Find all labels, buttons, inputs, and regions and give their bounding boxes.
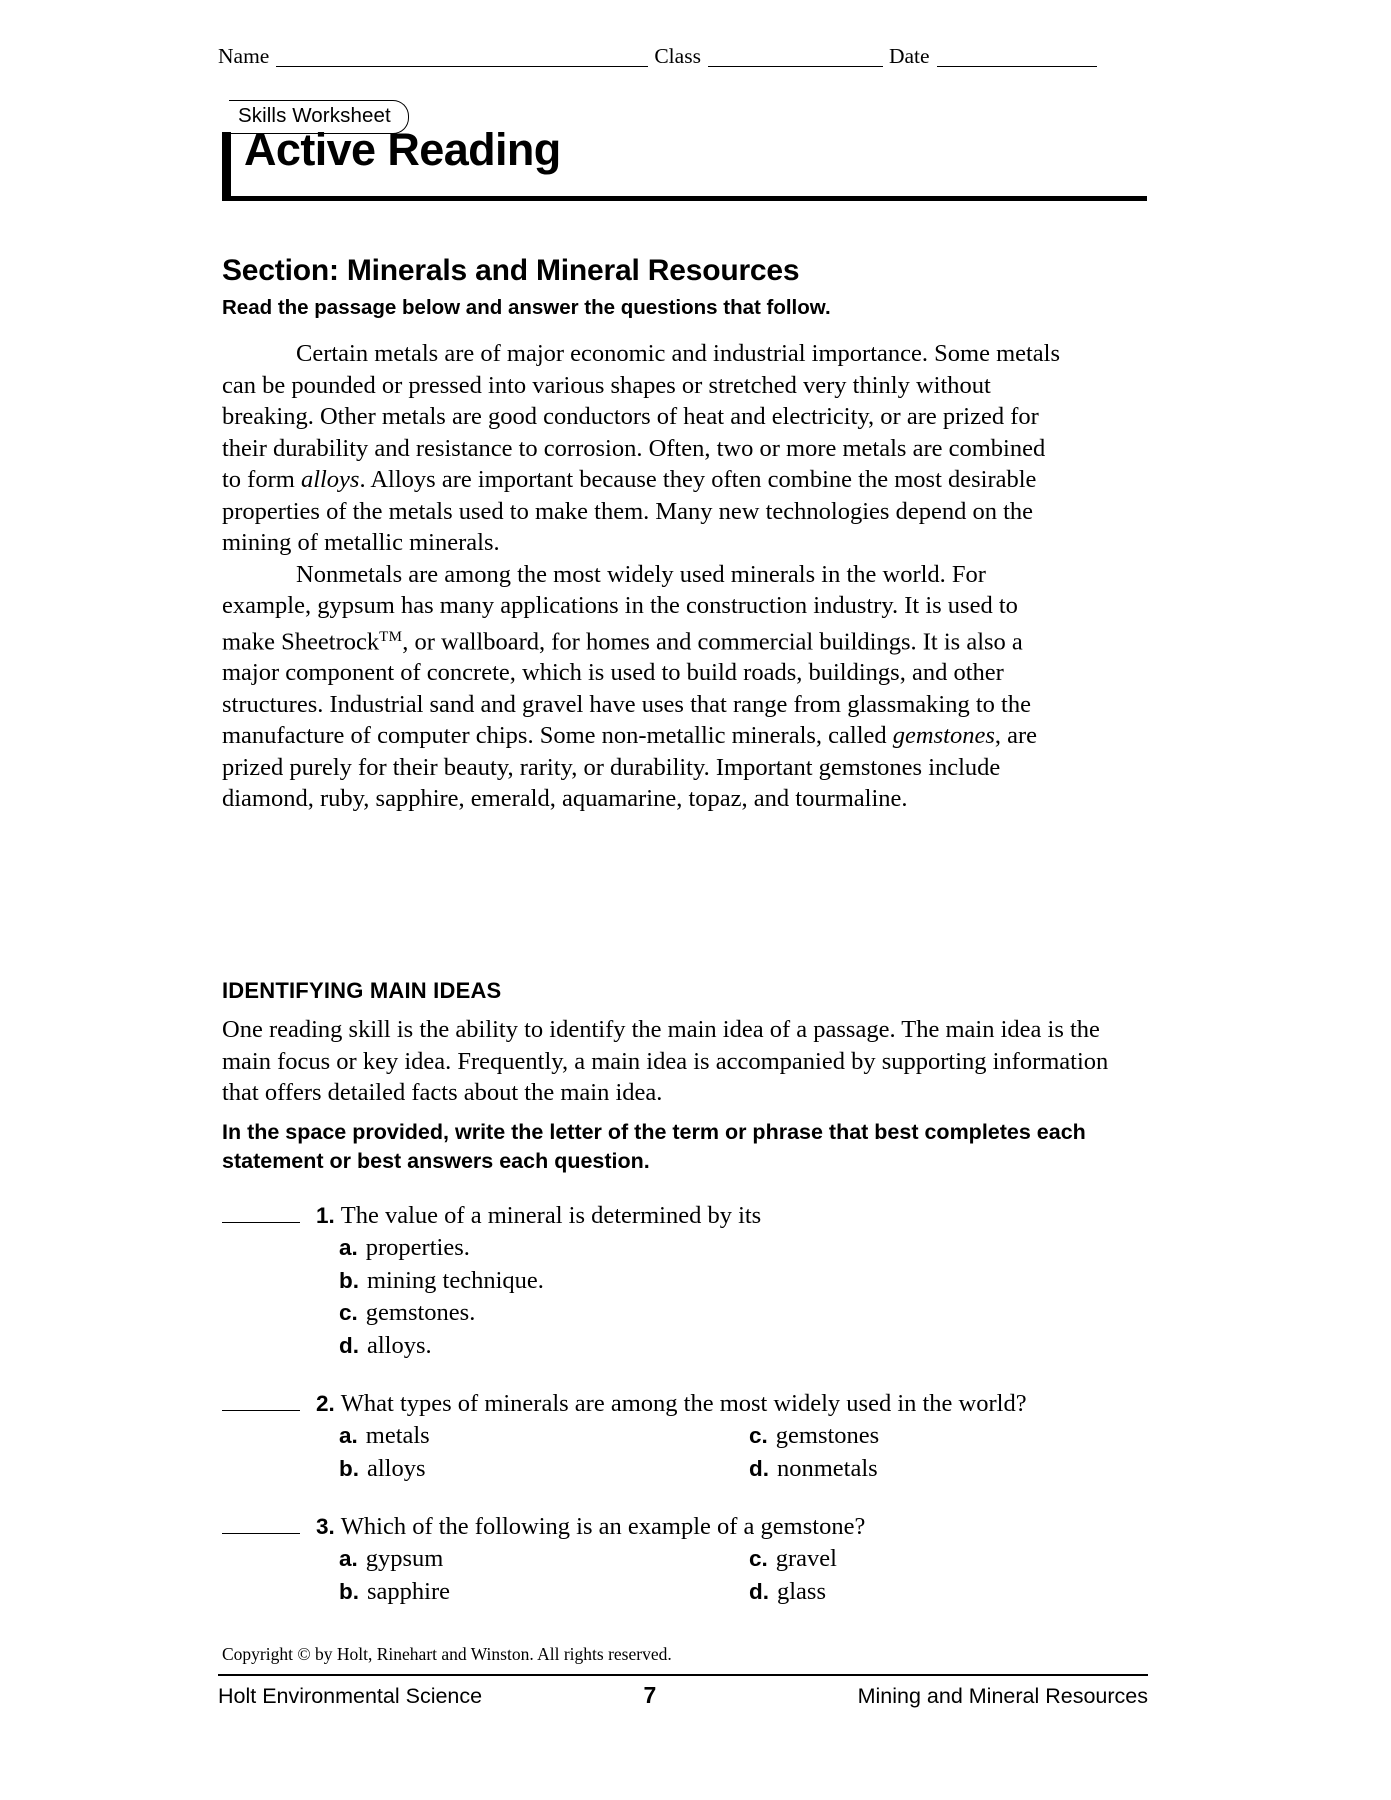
main-ideas-paragraph: One reading skill is the ability to identify the main idea of a passage. The main idea is the main focus or key idea. Frequently, a main idea is accompanied by supporting information that offers detailed facts about the main idea.: [222, 1016, 1109, 1106]
answer-instruction: In the space provided, write the letter of the term or phrase that best completes each statement or best answers each question.: [222, 1120, 1086, 1173]
footer-book-title: Holt Environmental Science: [218, 1684, 483, 1708]
choice-letter: b.: [339, 1455, 359, 1481]
choice-text: sapphire: [367, 1577, 450, 1605]
choice-item[interactable]: [749, 1420, 1127, 1453]
choice-letter: c.: [749, 1546, 768, 1571]
choice-item[interactable]: [339, 1265, 1127, 1298]
name-class-date-bar: [218, 44, 1148, 69]
choice-letter: b.: [339, 1267, 359, 1293]
date-input-line[interactable]: [937, 48, 1097, 67]
title-underline: [222, 196, 1147, 201]
question-header: [222, 1511, 1127, 1543]
choice-text: alloys.: [367, 1331, 432, 1359]
choice-item[interactable]: [339, 1420, 749, 1453]
choice-letter: d.: [339, 1332, 359, 1358]
choice-item[interactable]: [749, 1576, 1127, 1609]
choice-letter: d.: [749, 1578, 769, 1604]
question-header: [222, 1388, 1127, 1420]
choice-text: gemstones.: [365, 1299, 476, 1326]
name-input-line[interactable]: [276, 48, 648, 67]
reading-passage: [222, 338, 1062, 815]
question-item: [222, 1200, 1127, 1362]
passage-p2-text-c: , are prized purely for their beauty, rarity, or durability. Important gemstones include diamond, ruby, sapphire, emerald, aquamarine, topaz, and tourmaline.: [222, 722, 1038, 813]
choice-list: [339, 1543, 1127, 1608]
page-title: Active Reading: [244, 124, 561, 175]
passage-p2-italic-gemstones: gemstones: [892, 722, 995, 750]
question-item: [222, 1511, 1127, 1608]
choice-text: mining technique.: [367, 1266, 544, 1294]
choice-letter: c.: [749, 1423, 768, 1448]
choice-letter: d.: [749, 1455, 769, 1481]
question-number: 1.: [316, 1203, 335, 1228]
question-number: 3.: [316, 1514, 335, 1539]
passage-paragraph-1: [222, 338, 1062, 559]
answer-blank-1[interactable]: [222, 1202, 300, 1223]
passage-paragraph-2: [222, 559, 1062, 815]
choice-item[interactable]: [339, 1330, 1127, 1363]
class-label: Class: [654, 44, 701, 68]
choice-item[interactable]: [339, 1297, 1127, 1330]
choice-letter: a.: [339, 1423, 358, 1448]
answer-blank-3[interactable]: [222, 1513, 300, 1534]
choice-item[interactable]: [339, 1453, 749, 1486]
skills-worksheet-badge: Skills Worksheet: [229, 100, 409, 134]
passage-p1-text-b: . Alloys are important because they often combine the most desirable properties of the metals used to make them. Many new technologies depend on the mining of metallic minerals.: [222, 466, 1037, 556]
choice-letter: b.: [339, 1578, 359, 1604]
class-input-line[interactable]: [708, 48, 883, 67]
trademark-mark: TM: [379, 628, 403, 645]
choice-text: properties.: [365, 1234, 470, 1261]
passage-p1-text-a: Certain metals are of major economic and industrial importance. Some metals can be pounded or pressed into various shapes or stretched very thinly without breaking. Other metals are good conductors of heat and electricity, or are prized for their durability and resistance to corrosion. Often, two or more metals are combined to form: [222, 340, 1061, 493]
question-text: Which of the following is an example of a gemstone?: [340, 1513, 866, 1540]
choice-item[interactable]: [339, 1232, 1127, 1265]
identifying-main-ideas-body: [222, 1014, 1117, 1109]
copyright-notice: Copyright © by Holt, Rinehart and Winston. All rights reserved.: [222, 1644, 672, 1664]
question-header: [222, 1200, 1127, 1232]
answer-blank-2[interactable]: [222, 1390, 300, 1411]
choice-list: [339, 1232, 1127, 1362]
choice-item[interactable]: [339, 1543, 749, 1576]
choice-item[interactable]: [749, 1453, 1127, 1486]
choice-letter: c.: [339, 1300, 358, 1325]
passage-p1-italic-alloys: alloys: [300, 466, 360, 493]
choice-text: metals: [365, 1422, 430, 1449]
choice-letter: a.: [339, 1546, 358, 1571]
question-text: What types of minerals are among the most widely used in the world?: [340, 1390, 1027, 1417]
page-number: 7: [643, 1682, 657, 1708]
question-item: [222, 1388, 1127, 1485]
title-left-bar: [222, 132, 231, 200]
name-label: Name: [218, 44, 270, 68]
footer-chapter-title: Mining and Mineral Resources: [857, 1684, 1148, 1708]
choice-letter: a.: [339, 1235, 358, 1260]
section-instruction: Read the passage below and answer the questions that follow.: [222, 296, 831, 319]
question-list: [222, 1200, 1127, 1634]
footer-divider: [218, 1674, 1148, 1676]
choice-text: gypsum: [365, 1545, 444, 1572]
choice-text: alloys: [367, 1454, 426, 1482]
question-number: 2.: [316, 1391, 335, 1416]
question-text: The value of a mineral is determined by its: [340, 1202, 762, 1229]
choice-text: gravel: [775, 1545, 837, 1572]
choice-text: nonmetals: [777, 1454, 878, 1482]
date-label: Date: [888, 44, 930, 68]
footer: [218, 1682, 1148, 1709]
choice-text: glass: [777, 1577, 826, 1605]
section-heading: Section: Minerals and Mineral Resources: [222, 254, 800, 287]
choice-item[interactable]: [339, 1576, 749, 1609]
choice-item[interactable]: [749, 1543, 1127, 1576]
choice-list: [339, 1420, 1127, 1485]
identifying-main-ideas-heading: IDENTIFYING MAIN IDEAS: [222, 978, 502, 1003]
passage-p2-text-b: , or wallboard, for homes and commercial buildings. It is also a major component of concrete, which is used to build roads, buildings, and other structures. Industrial sand and gravel have uses that range from glassmaking to the manufacture of computer chips. Some non-metallic minerals, called: [222, 627, 1031, 750]
passage-p2-text-a: Nonmetals are among the most widely used minerals in the world. For example, gypsum has many applications in the construction industry. It is used to make Sheetrock: [222, 560, 1018, 655]
choice-text: gemstones: [775, 1422, 880, 1449]
